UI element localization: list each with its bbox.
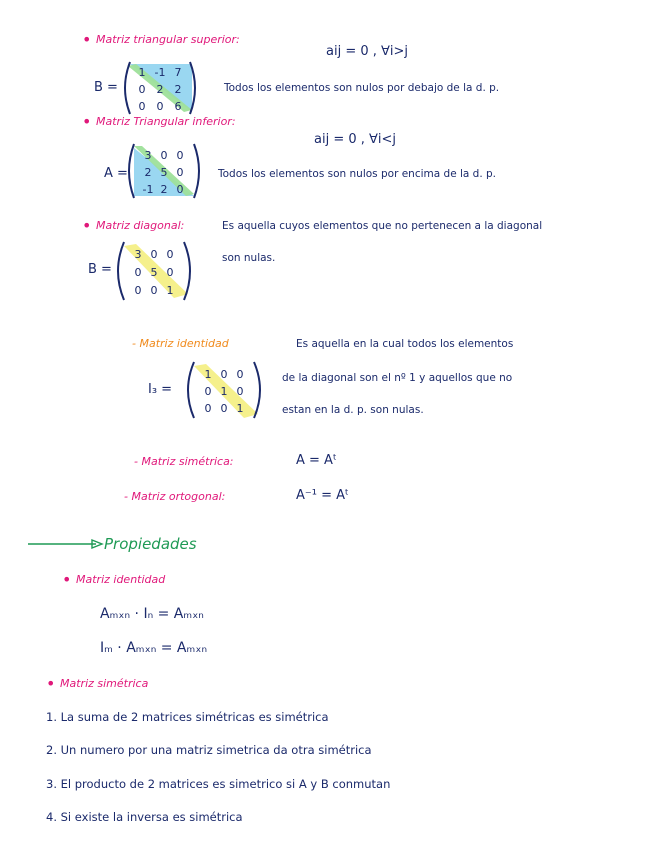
cell: 1 — [236, 402, 244, 415]
section-properties-title: Propiedades — [104, 535, 197, 553]
title-diagonal: Matriz diagonal: — [96, 219, 185, 232]
cell: 1 — [204, 368, 212, 381]
desc-identity-1: Es aquella en la cual todos los elementos — [296, 338, 514, 350]
cell: 1 — [138, 66, 146, 79]
left-bracket — [118, 242, 124, 300]
cell: 0 — [236, 368, 244, 381]
bullet-dot: • — [82, 216, 92, 235]
cell: 0 — [156, 100, 164, 113]
cell: 0 — [176, 183, 184, 196]
desc-identity-2: de la diagonal son el nº 1 y aquellos que no — [282, 372, 513, 384]
desc-identity-3: estan en la d. p. son nulas. — [282, 404, 424, 416]
desc-lower: Todos los elementos son nulos por encima de la d. p. — [218, 168, 497, 180]
cell: 0 — [150, 284, 158, 297]
cell: 2 — [160, 183, 168, 196]
left-bracket — [129, 144, 134, 198]
eq-orthogonal: A⁻¹ = Aᵗ — [296, 488, 349, 503]
matrix-diagonal — [112, 240, 196, 302]
matrix-upper-triangular — [120, 60, 200, 116]
cell: 0 — [204, 385, 212, 398]
desc-upper: Todos los elementos son nulos por debajo de la d. p. — [224, 82, 500, 94]
bullet-dot: • — [82, 30, 92, 49]
right-bracket — [194, 144, 199, 198]
title-identity: - Matriz identidad — [132, 337, 229, 350]
matrix-label-i3: I₃ = — [148, 382, 173, 397]
cell: 2 — [144, 166, 152, 179]
matrix-label-b1: B = — [94, 80, 118, 95]
title-upper-triangular: Matriz triangular superior: — [96, 33, 240, 46]
matrix-identity — [182, 360, 266, 420]
cell: 1 — [166, 284, 174, 297]
cell: 0 — [204, 402, 212, 415]
list-item: 4. Si existe la inversa es simétrica — [46, 810, 243, 824]
cell: 0 — [176, 166, 184, 179]
title-symmetric: - Matriz simétrica: — [134, 455, 234, 468]
condition-lower: aij = 0 , ∀i<j — [314, 132, 397, 147]
cell: 1 — [220, 385, 228, 398]
cell: 7 — [174, 66, 182, 79]
eq-identity-left: Iₘ · Aₘₓₙ = Aₘₓₙ — [100, 640, 208, 656]
desc-diagonal-2: son nulas. — [222, 252, 276, 264]
matrix-label-b2: B = — [88, 262, 112, 277]
title-orthogonal: - Matriz ortogonal: — [124, 490, 226, 503]
bullet-dot: • — [82, 112, 92, 131]
cell: 0 — [134, 266, 142, 279]
cell: 0 — [176, 149, 184, 162]
bullet-dot: • — [62, 570, 72, 589]
eq-identity-right: Aₘₓₙ · Iₙ = Aₘₓₙ — [100, 606, 204, 622]
cell: 6 — [174, 100, 182, 113]
title-lower-triangular: Matriz Triangular inferior: — [96, 115, 236, 128]
cell: 0 — [166, 248, 174, 261]
condition-upper: aij = 0 , ∀i>j — [326, 44, 409, 59]
cell: 5 — [160, 166, 168, 179]
cell: 0 — [150, 248, 158, 261]
cell: 0 — [138, 83, 146, 96]
subtitle-identity: Matriz identidad — [76, 573, 166, 586]
list-item: 2. Un numero por una matriz simetrica da otra simétrica — [46, 743, 372, 757]
cell: 0 — [160, 149, 168, 162]
right-bracket — [254, 362, 260, 418]
left-bracket — [125, 62, 130, 114]
matrix-lower-triangular — [124, 142, 204, 200]
cell: 0 — [236, 385, 244, 398]
list-item: 1. La suma de 2 matrices simétricas es simétrica — [46, 710, 329, 724]
cell: -1 — [142, 183, 154, 196]
cell: 0 — [166, 266, 174, 279]
cell: 0 — [134, 284, 142, 297]
cell: 5 — [150, 266, 158, 279]
cell: -1 — [154, 66, 166, 79]
cell: 3 — [134, 248, 142, 261]
bullet-dot: • — [46, 674, 56, 693]
matrix-label-a: A = — [104, 166, 128, 181]
cell: 2 — [156, 83, 164, 96]
left-bracket — [188, 362, 194, 418]
eq-symmetric: A = Aᵗ — [296, 453, 337, 468]
arrow-icon — [26, 537, 104, 551]
list-item: 3. El producto de 2 matrices es simetrico si A y B conmutan — [46, 777, 391, 791]
desc-diagonal-1: Es aquella cuyos elementos que no pertenecen a la diagonal — [222, 220, 543, 232]
cell: 2 — [174, 83, 182, 96]
subtitle-symmetric: Matriz simétrica — [60, 677, 149, 690]
cell: 3 — [144, 149, 152, 162]
cell: 0 — [220, 368, 228, 381]
cell: 0 — [138, 100, 146, 113]
cell: 0 — [220, 402, 228, 415]
